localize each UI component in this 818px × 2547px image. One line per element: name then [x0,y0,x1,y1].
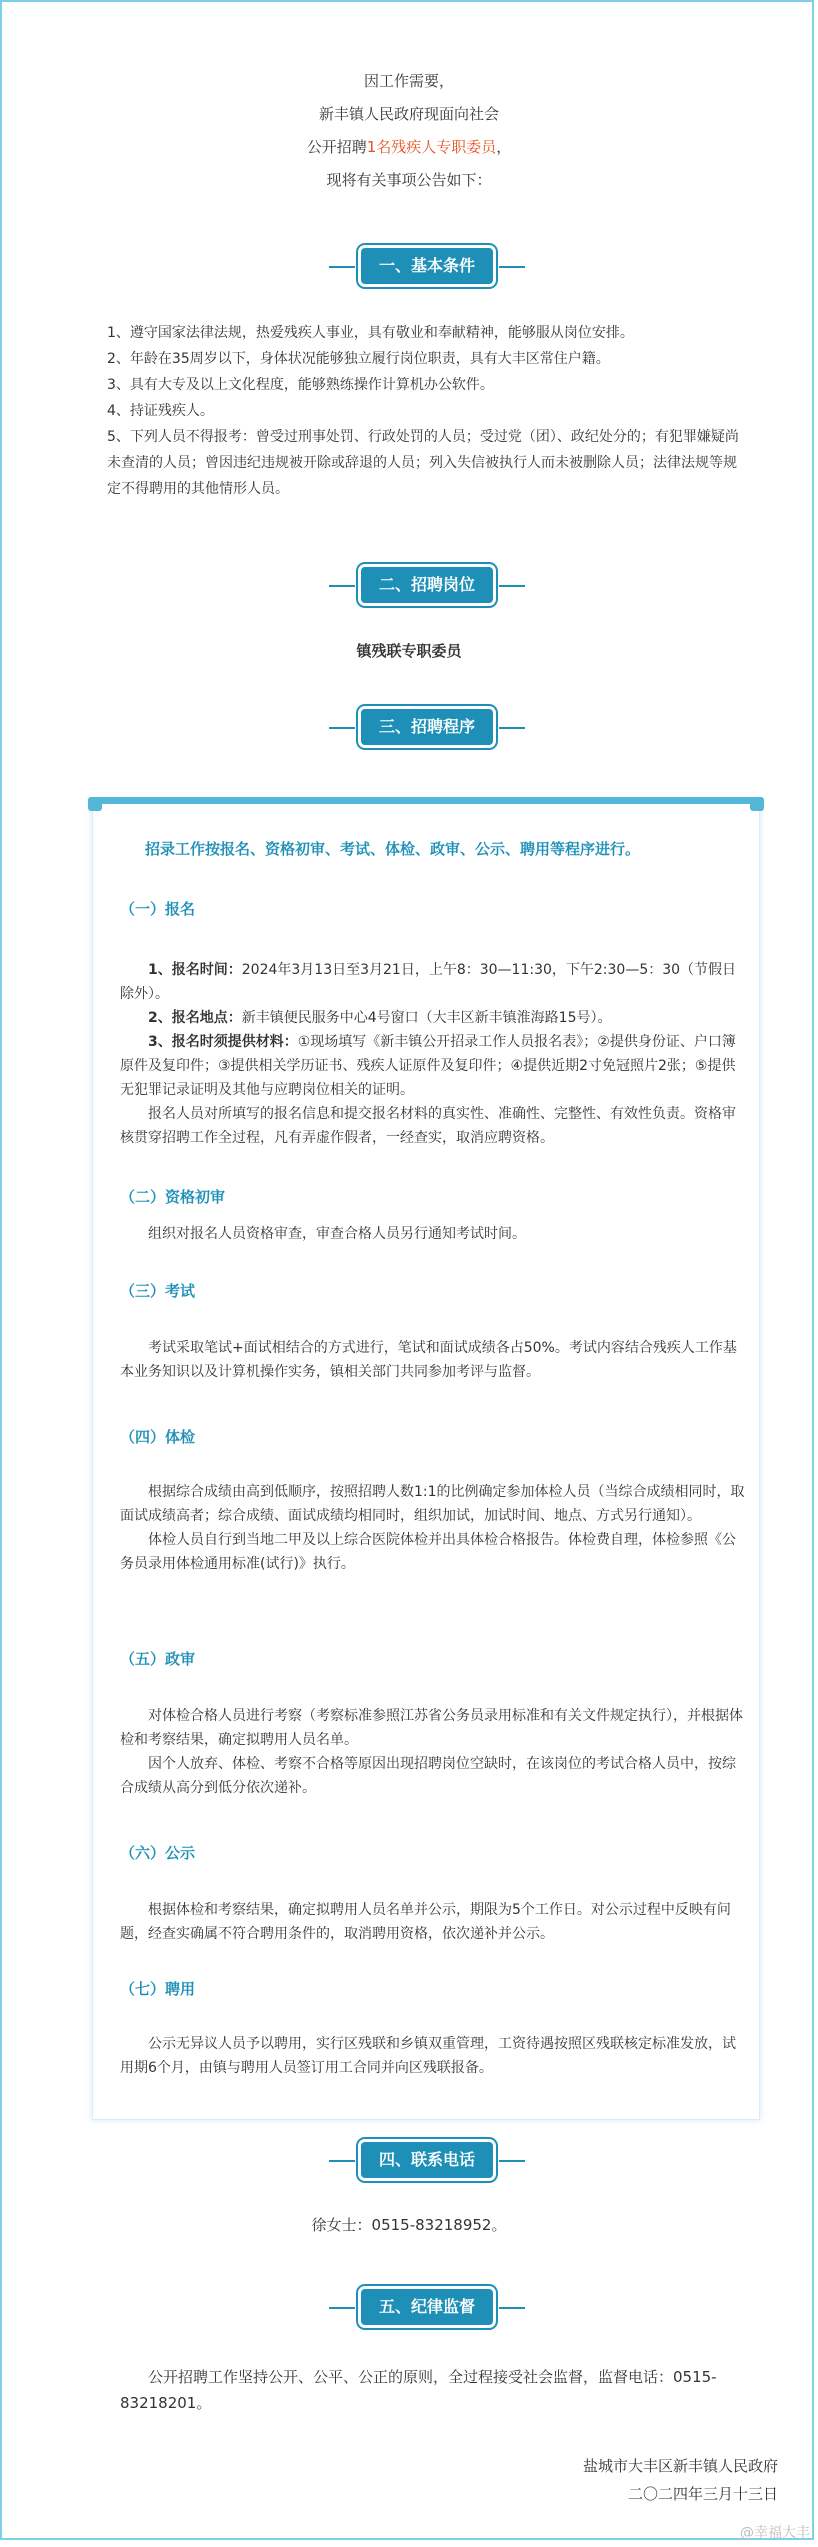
physical-paragraph [120,1480,745,1576]
signup-place-text: 新丰镇便民服务中心4号窗口（大丰区新丰镇淮海路15号）。 [241,1010,612,1026]
exam-paragraph [120,1336,745,1384]
intro [0,65,818,197]
section-badge-discipline: 五、纪律监督 [361,2289,493,2325]
review-text: 组织对报名人员资格审查，审查合格人员另行通知考试时间。 [148,1226,526,1242]
intro-line-3-b: ， [496,138,512,156]
signup-materials-label: 3、报名时须提供材料： [148,1034,298,1050]
sub-heading-hiring: （七）聘用 [120,1980,196,1998]
signup-time-text: 2024年3月13日至3月21日，上午8：30—11:30，下午2:30—5：30（节假日除外）。 [120,962,737,1002]
watermark: @幸福大丰 [740,2525,810,2541]
intro-line-3-a: 公开招聘 [306,138,367,156]
contact-phone: 徐女士：0515-83218952。 [311,2216,507,2234]
signature-block [583,2452,778,2508]
highlight-text: 1名残疾人专职委员 [366,138,497,156]
intro-line-1: 因工作需要， [363,72,454,90]
hiring-paragraph [120,2032,745,2080]
condition-item: 2、年龄在35周岁以下，身体状况能够独立履行岗位职责，具有大丰区常住户籍。 [107,351,610,367]
sub-heading-exam: （三）考试 [120,1282,196,1300]
intro-line-3 [0,131,818,164]
hiring-text: 公示无异议人员予以聘用，实行区残联和乡镇双重管理，工资待遇按照区残联核定标准发放，试用期6个月，由镇与聘用人员签订用工合同并向区残联报备。 [120,2036,736,2076]
issuing-organization: 盐城市大丰区新丰镇人民政府 [582,2457,778,2475]
card-lead: 招录工作按报名、资格初审、考试、体检、政审、公示、聘用等程序进行。 [145,840,641,858]
signup-materials [120,1030,745,1102]
intro-line-2: 新丰镇人民政府现面向社会 [318,105,499,123]
signup-place [120,1006,745,1030]
condition-item: 3、具有大专及以上文化程度，能够熟练操作计算机办公软件。 [107,377,494,393]
condition-item: 5、下列人员不得报考：曾受过刑事处罚、行政处罚的人员；受过党（团）、政纪处分的；有犯罪嫌疑尚未查清的人员；曾因违纪违规被开除或辞退的人员；列入失信被执行人而未被删除人员；法律法规等规定不得聘用的其他情形人员。 [107,429,739,497]
discipline-text: 公开招聘工作坚持公开、公平、公正的原则，全过程接受社会监督，监督电话：0515-83218201。 [120,2368,717,2412]
sub-heading-review: （二）资格初审 [120,1188,226,1206]
publicity-paragraph [120,1898,745,1946]
signup-paragraph [120,958,745,1150]
condition-item: 1、遵守国家法律法规，热爱残疾人事业，具有敬业和奉献精神，能够服从岗位安排。 [107,325,634,341]
section-badge-procedure: 三、招聘程序 [361,709,493,745]
review-paragraph [120,1222,745,1246]
physical-text-1: 根据综合成绩由高到低顺序，按照招聘人数1:1的比例确定参加体检人员（当综合成绩相同时，取面试成绩高者；综合成绩、面试成绩均相同时，组织加试，加试时间、地点、方式另行通知）。 [120,1484,745,1524]
section-badge-position: 二、招聘岗位 [361,567,493,603]
signup-time [120,958,745,1006]
political-text-1: 对体检合格人员进行考察（考察标准参照江苏省公务员录用标准和有关文件规定执行），并根据体检和考察结果，确定拟聘用人员名单。 [120,1708,743,1748]
conditions-list [107,320,747,502]
signup-time-label: 1、报名时间： [148,962,242,978]
card-top-bar [88,797,764,804]
signup-note: 报名人员对所填写的报名信息和提交报名材料的真实性、准确性、完整性、有效性负责。资格审核贯穿招聘工作全过程，凡有弄虚作假者，一经查实，取消应聘资格。 [120,1106,736,1146]
sub-heading-political: （五）政审 [120,1650,196,1668]
condition-item: 4、持证残疾人。 [107,403,214,419]
exam-text: 考试采取笔试+面试相结合的方式进行，笔试和面试成绩各占50%。考试内容结合残疾人工作基本业务知识以及计算机操作实务，镇相关部门共同参加考评与监督。 [120,1340,737,1380]
sub-heading-signup: （一）报名 [120,900,196,918]
signup-materials-text: ①现场填写《新丰镇公开招录工作人员报名表》；②提供身份证、户口簿原件及复印件；③提供相关学历证书、残疾人证原件及复印件；④提供近期2寸免冠照片2张；⑤提供无犯罪记录证明及其他与应聘岗位相关的证明。 [120,1034,736,1098]
political-text-2: 因个人放弃、体检、考察不合格等原因出现招聘岗位空缺时，在该岗位的考试合格人员中，按综合成绩从高分到低分依次递补。 [120,1756,736,1796]
signup-place-label: 2、报名地点： [148,1010,242,1026]
position-name: 镇残联专职委员 [356,642,462,660]
issue-date: 二〇二四年三月十三日 [627,2485,778,2503]
physical-text-2: 体检人员自行到当地二甲及以上综合医院体检并出具体检合格报告。体检费自理，体检参照《公务员录用体检通用标准(试行)》执行。 [120,1532,736,1572]
intro-line-4: 现将有关事项公告如下： [326,171,492,189]
political-paragraph [120,1704,745,1800]
section-badge-basic: 一、基本条件 [361,248,493,284]
sub-heading-publicity: （六）公示 [120,1844,196,1862]
sub-heading-physical: （四）体检 [120,1428,196,1446]
publicity-text: 根据体检和考察结果，确定拟聘用人员名单并公示，期限为5个工作日。对公示过程中反映有问题，经查实确属不符合聘用条件的，取消聘用资格，依次递补并公示。 [120,1902,731,1942]
section-badge-contact: 四、联系电话 [361,2142,493,2178]
